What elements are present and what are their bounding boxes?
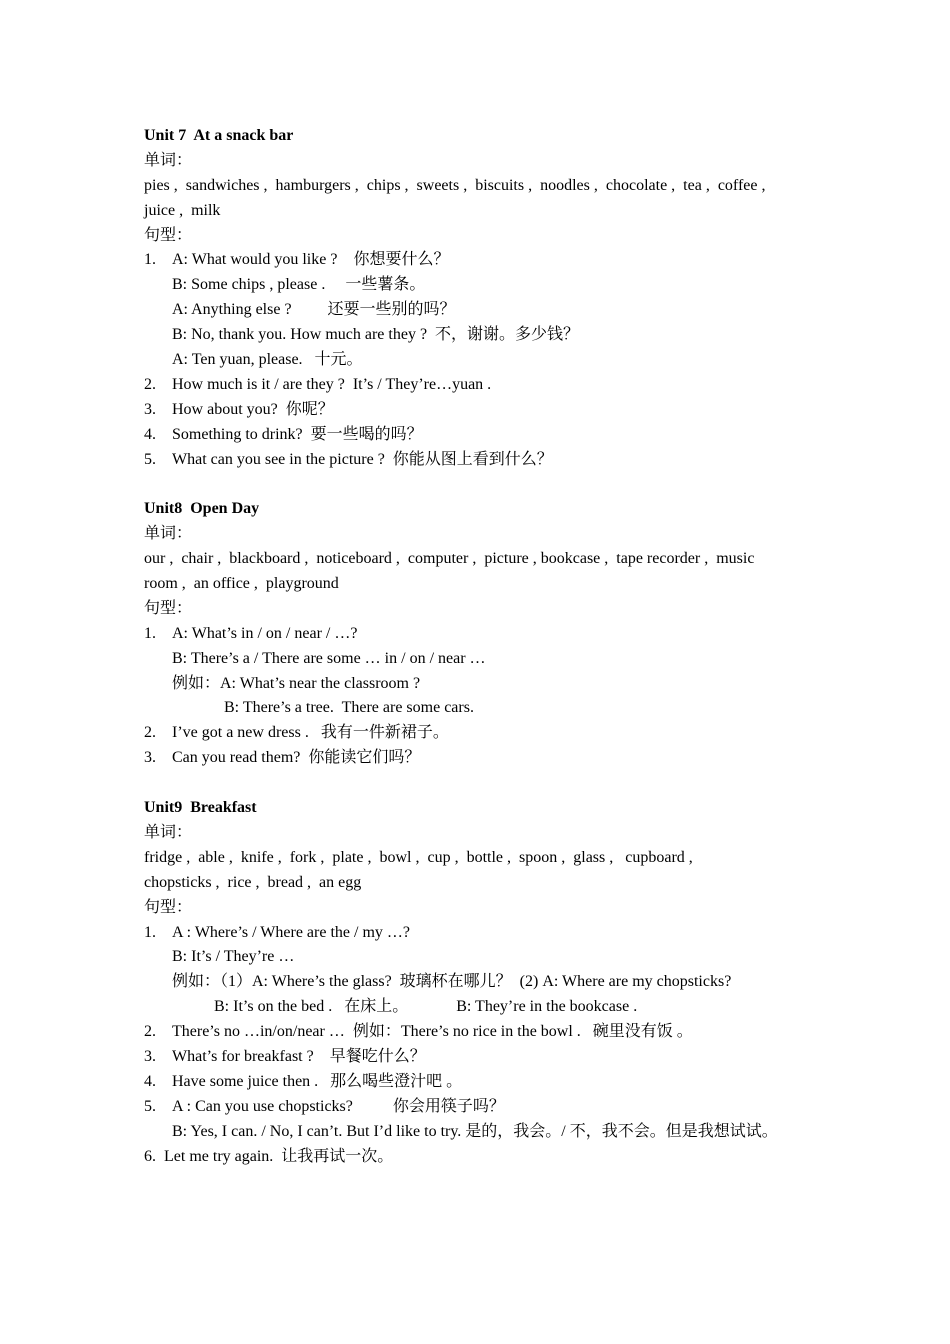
unit8-pattern-label: 句型： [144, 599, 193, 617]
unit8-vocab-line1: our , chair , blackboard , noticeboard , computer , picture , bookcase , tape recorder , music [144, 550, 755, 568]
unit9-vocab-line1: fridge , able , knife , fork , plate , bowl , cup , bottle , spoon , glass , cupboard , [144, 848, 693, 866]
list-item: 4. Something to drink? 要一些喝的吗？ [144, 425, 423, 443]
unit8-vocab-label: 单词： [144, 525, 193, 543]
section-gap [144, 771, 814, 796]
unit7-pattern-list [144, 248, 814, 472]
list-item: 3. What’s for breakfast ? 早餐吃什么？ [144, 1047, 426, 1065]
list-item: B: There’s a / There are some … in / on / near … [172, 649, 486, 667]
unit9-title: Unit9 Breakfast [144, 799, 257, 817]
unit7-title: Unit 7 At a snack bar [144, 127, 294, 144]
list-item: 3. How about you? 你呢？ [144, 400, 334, 418]
list-item: 5. A : Can you use chopsticks? 你会用筷子吗？ [144, 1097, 505, 1115]
unit7-pattern-label: 句型： [144, 226, 193, 244]
unit7-vocab-line2: juice , milk [144, 201, 221, 219]
unit8-title: Unit8 Open Day [144, 500, 260, 518]
list-item: A: Anything else ? 还要一些别的吗？ [172, 301, 456, 319]
unit8-vocab-line2: room , an office , playground [144, 575, 339, 593]
list-item: 3. Can you read them? 你能读它们吗？ [144, 749, 421, 767]
list-item: 2. I’ve got a new dress . 我有一件新裙子。 [144, 724, 449, 742]
unit9-pattern-list [144, 921, 814, 1170]
unit7-vocab-line1: pies , sandwiches , hamburgers , chips , sweets , biscuits , noodles , chocolate , tea , coffee , [144, 176, 766, 194]
unit7-vocab-label: 单词： [144, 151, 193, 169]
list-item: B: There’s a tree. There are some cars. [224, 699, 474, 717]
unit9-vocab-label: 单词： [144, 823, 193, 841]
list-item: 1. A : Where’s / Where are the / my …? [144, 923, 410, 941]
list-item: 5. What can you see in the picture ? 你能从图上看到什么？ [144, 450, 553, 468]
list-item: 例如：A: What’s near the classroom ? [172, 674, 421, 692]
list-item: B: Some chips , please . 一些薯条。 [172, 276, 426, 294]
list-item: 1. A: What would you like ? 你想要什么？ [144, 251, 450, 269]
list-item: 6. Let me try again. 让我再试一次。 [144, 1147, 394, 1165]
unit9-pattern-label: 句型： [144, 898, 193, 916]
list-item: 2. There’s no …in/on/near … 例如：There’s no rice in the bowl . 碗里没有饭 。 [144, 1023, 693, 1041]
list-item: B: It’s / They’re … [172, 948, 295, 966]
unit9-vocab-line2: chopsticks , rice , bread , an egg [144, 873, 362, 891]
list-item: 例如：（1）A: Where’s the glass? 玻璃杯在哪儿？ (2) A: Where are my chopsticks? [172, 973, 732, 991]
list-item: B: No, thank you. How much are they ? 不，谢谢。多少钱？ [172, 326, 580, 344]
list-item: B: Yes, I can. / No, I can’t. But I’d like to try. 是的，我会。/ 不，我不会。但是我想试试。 [172, 1122, 778, 1140]
document-page [144, 124, 814, 1169]
unit8-pattern-list [144, 622, 814, 771]
list-item: 4. Have some juice then . 那么喝些澄汁吧 。 [144, 1072, 463, 1090]
list-item: 2. How much is it / are they ? It’s / They’re…yuan . [144, 375, 492, 393]
list-item: B: It’s on the bed . 在床上。 B: They’re in the bookcase . [214, 998, 638, 1016]
list-item: 1. A: What’s in / on / near / …? [144, 624, 358, 642]
section-gap [144, 472, 814, 497]
list-item: A: Ten yuan, please. 十元。 [172, 351, 363, 369]
